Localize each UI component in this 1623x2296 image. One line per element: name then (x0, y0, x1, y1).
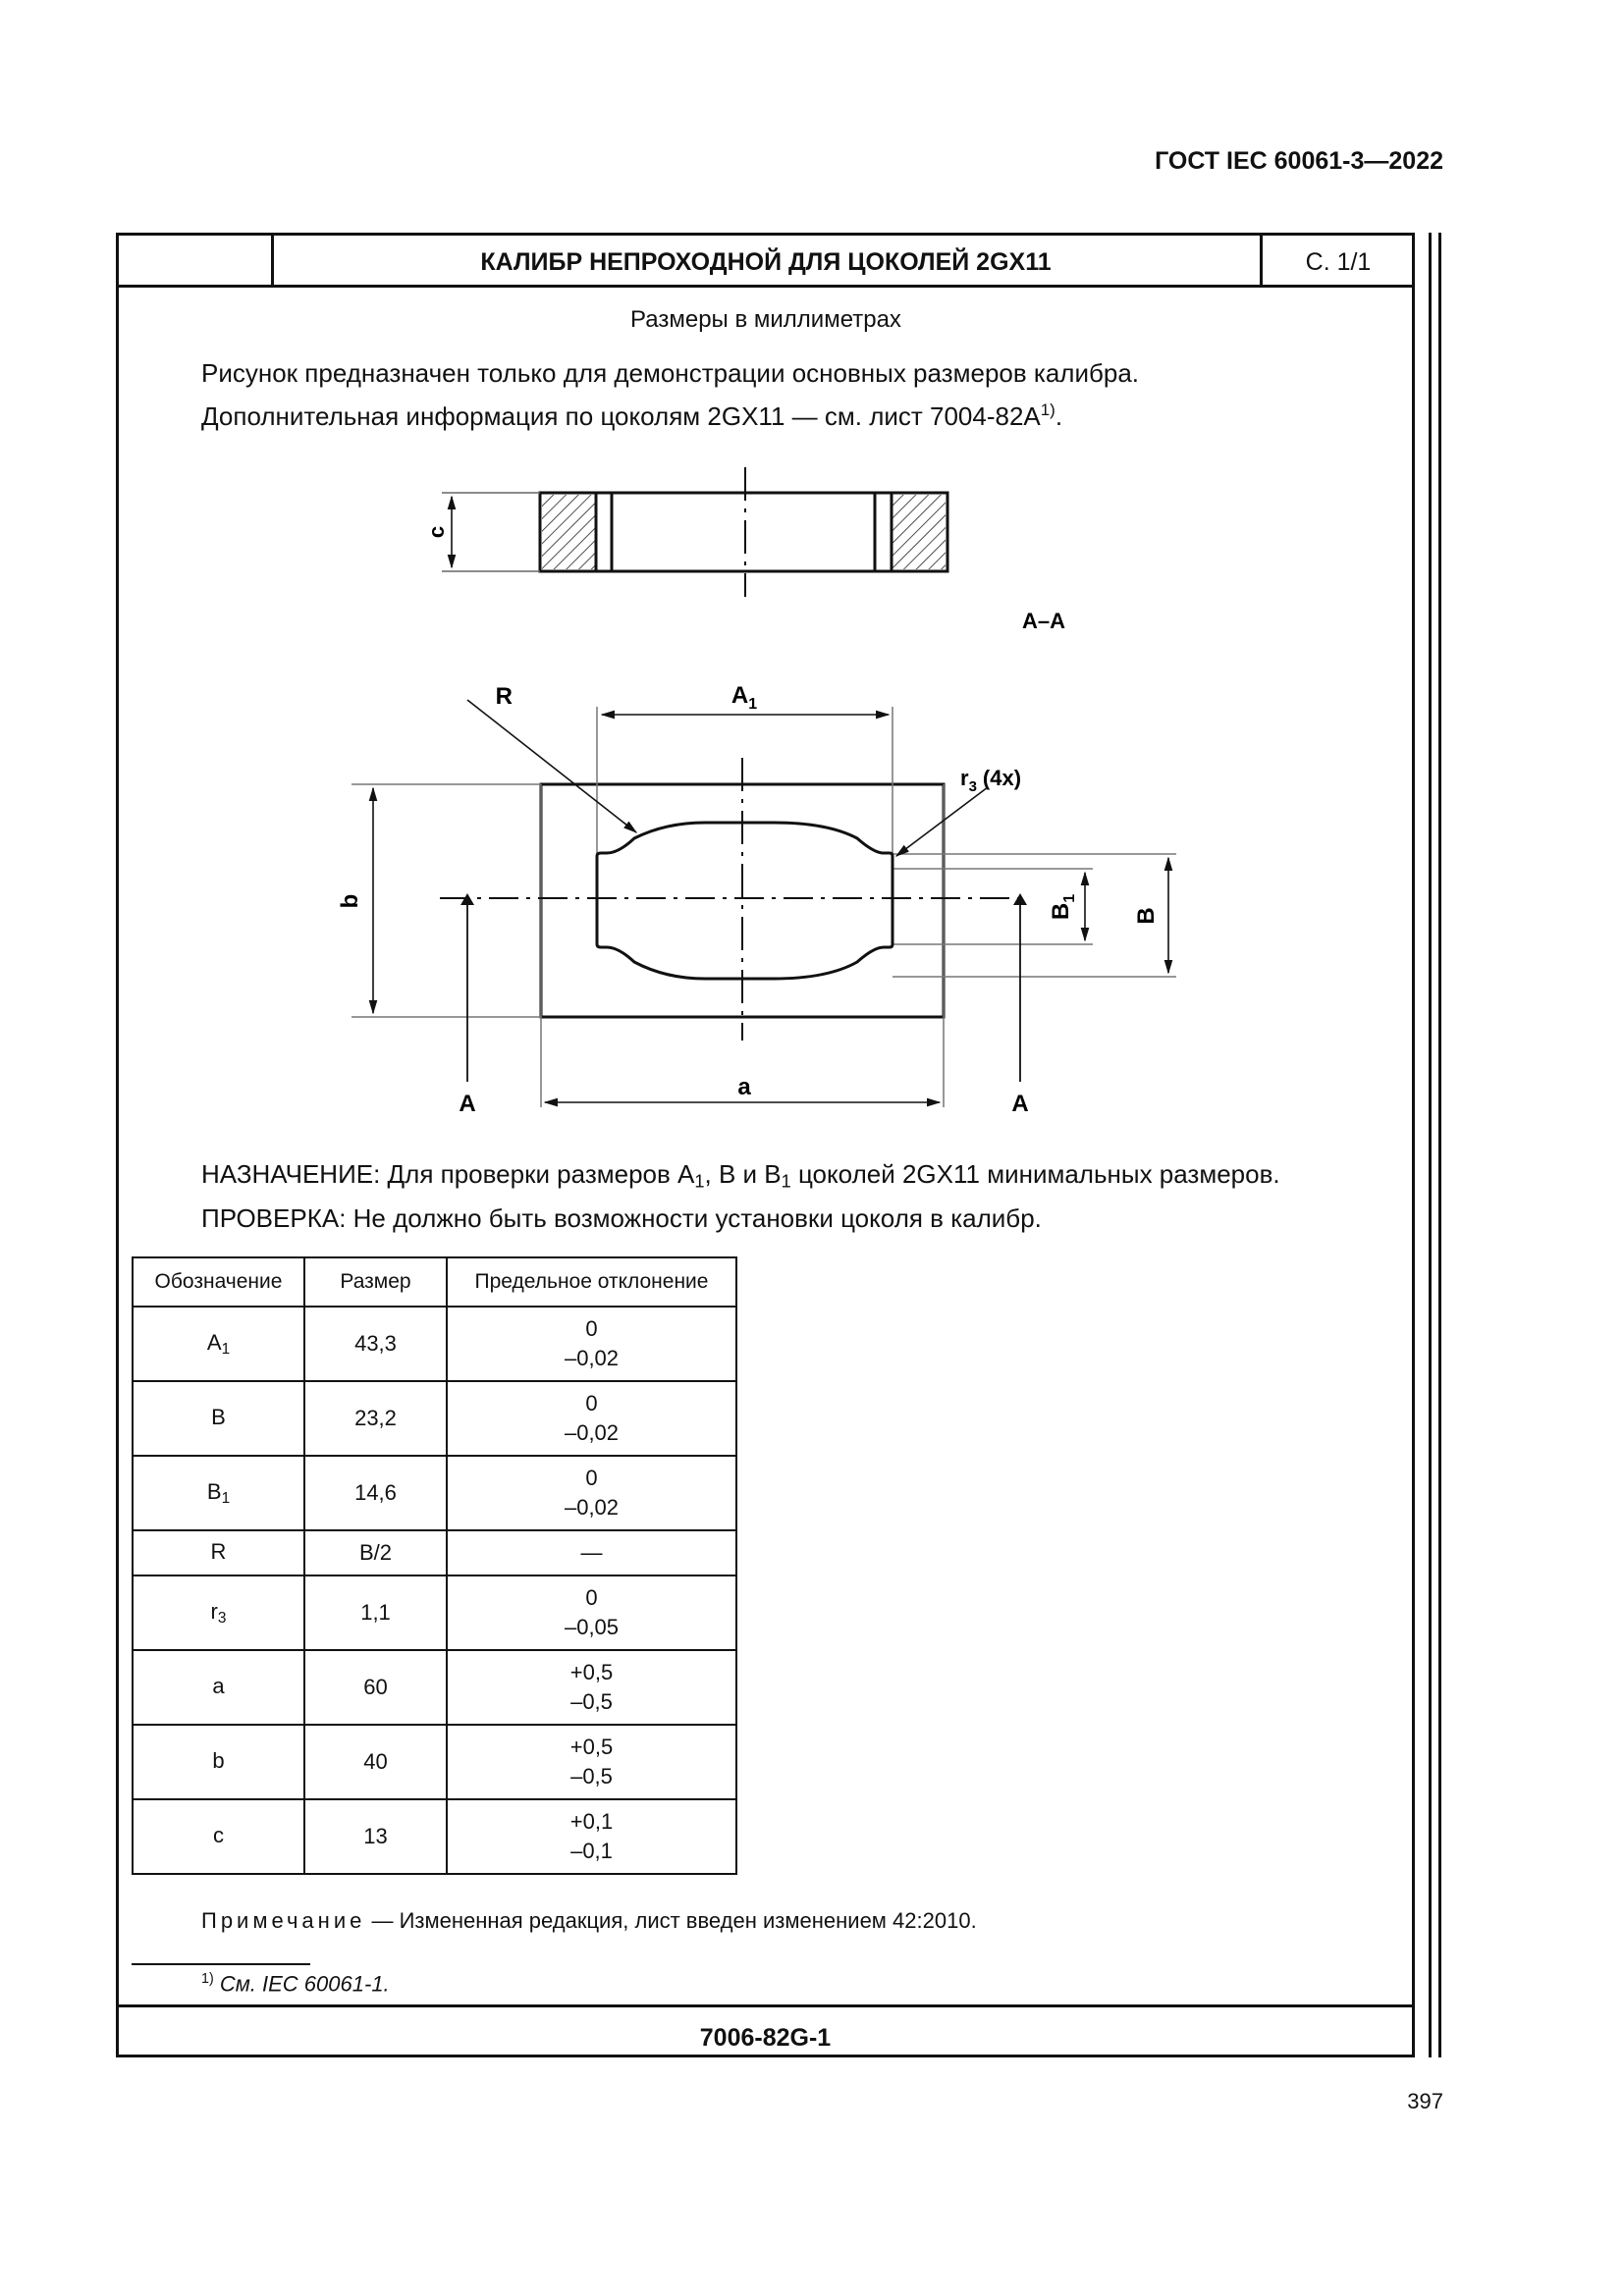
cell-size: 14,6 (304, 1456, 447, 1530)
title-cell-divider (271, 233, 274, 287)
cell-designation: B (133, 1381, 304, 1456)
footnote (201, 1971, 390, 1998)
dim-label-a: a (737, 1074, 751, 1100)
check-line: ПРОВЕРКА: Не должно быть возможности установки цоколя в калибр. (201, 1202, 1042, 1233)
cell-designation: R (133, 1530, 304, 1575)
section-mark-left: A (459, 1091, 476, 1117)
cell-tolerance: 0 –0,05 (447, 1575, 736, 1650)
section-label: A–A (1021, 609, 1066, 633)
cell-tolerance: 0 –0,02 (447, 1307, 736, 1381)
table-header-row (133, 1257, 736, 1307)
header-size: Размер (304, 1257, 447, 1307)
dim-label-c: c (424, 525, 449, 539)
dim-label-B1: $B_1$ (1048, 893, 1078, 921)
cell-tolerance: +0,5 –0,5 (447, 1725, 736, 1799)
cell-tolerance: 0 –0,02 (447, 1381, 736, 1456)
cell-tolerance: +0,1 –0,1 (447, 1799, 736, 1874)
note-text: — Измененная редакция, лист введен изменением 42:2010. (365, 1908, 977, 1933)
cell-designation: a (133, 1650, 304, 1725)
cell-tolerance: +0,5 –0,5 (447, 1650, 736, 1725)
cell-size: B/2 (304, 1530, 447, 1575)
page-number: 397 (1407, 2089, 1443, 2113)
header-tolerance: Предельное отклонение (447, 1257, 736, 1307)
table-row (133, 1575, 736, 1650)
footer-row-divider (116, 2004, 1415, 2007)
dimensions-table (132, 1256, 737, 1875)
header-designation: Обозначение (133, 1257, 304, 1307)
frame-edge-line (1438, 233, 1441, 2057)
footnote-separator (132, 1963, 310, 1965)
table-row (133, 1799, 736, 1874)
cell-size: 1,1 (304, 1575, 447, 1650)
dim-label-b: b (337, 893, 363, 909)
cell-tolerance: 0 –0,02 (447, 1456, 736, 1530)
table-row (133, 1530, 736, 1575)
section-mark-right: A (1011, 1091, 1029, 1117)
footnote-text: См. IEC 60061-1. (213, 1971, 390, 1997)
purpose-text (201, 1156, 1280, 1237)
cell-size: 60 (304, 1650, 447, 1725)
gauge-drawing (116, 432, 1196, 1129)
cell-designation: c (133, 1799, 304, 1874)
table-row (133, 1381, 736, 1456)
units-note: Размеры в миллиметрах (630, 306, 901, 333)
footnote-ref: 1) (1040, 400, 1055, 419)
footnote-mark: 1) (201, 1971, 214, 1987)
cell-designation: $r_3$ (133, 1575, 304, 1650)
gauge-top-view (442, 467, 947, 597)
sheet-title: КАЛИБР НЕПРОХОДНОЙ ДЛЯ ЦОКОЛЕЙ 2GX11 (480, 248, 1052, 276)
frame-edge-line (1429, 233, 1432, 2057)
table-row (133, 1650, 736, 1725)
cell-size: 13 (304, 1799, 447, 1874)
cell-tolerance: — (447, 1530, 736, 1575)
dim-label-R: R (495, 683, 513, 710)
dim-label-r3: $r_3$ (4x) (960, 766, 1022, 795)
cell-designation: $B_1$ (133, 1456, 304, 1530)
cell-designation: $A_1$ (133, 1307, 304, 1381)
cell-size: 40 (304, 1725, 447, 1799)
intro-text (201, 355, 1139, 435)
cell-size: 23,2 (304, 1381, 447, 1456)
note (201, 1908, 977, 1934)
table-row (133, 1456, 736, 1530)
dim-label-A1: $A_1$ (730, 682, 758, 713)
title-row-divider (116, 285, 1415, 288)
sheet-page: С. 1/1 (1305, 248, 1372, 276)
sheet-code: 7006-82G-1 (699, 2024, 832, 2052)
dim-label-B: B (1133, 907, 1160, 925)
intro-line-1: Рисунок предназначен только для демонстрации основных размеров калибра. (201, 358, 1140, 388)
purpose-line: НАЗНАЧЕНИЕ: Для проверки размеров $A_1$, B и $B_1$ цоколей 2GX11 минимальных размеров. (201, 1159, 1280, 1192)
note-label: Примечание (201, 1908, 366, 1933)
table-row (133, 1307, 736, 1381)
cell-size: 43,3 (304, 1307, 447, 1381)
cell-designation: b (133, 1725, 304, 1799)
table-row (133, 1725, 736, 1799)
standard-number: ГОСТ IEC 60061-3—2022 (1155, 147, 1443, 175)
intro-line-2: Дополнительная информация по цоколям 2GX11 — см. лист $7004-82A^{1)}$. (201, 400, 1063, 432)
